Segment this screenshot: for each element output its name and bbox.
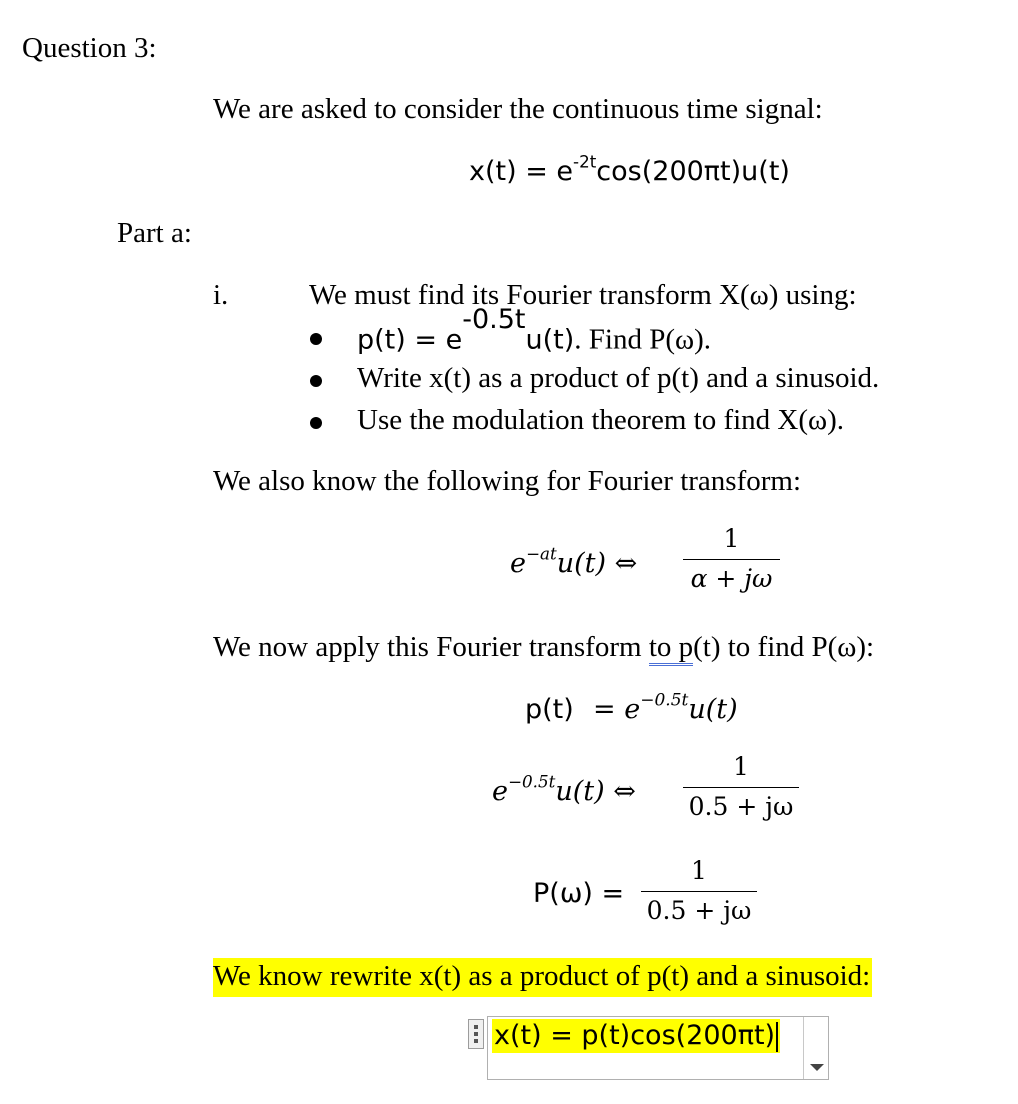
- signal-eq-rhs: cos(200πt)u(t): [596, 156, 790, 187]
- p-def-exponent: −0.5t: [640, 690, 689, 711]
- bullet-item-1: [357, 304, 711, 356]
- intro-text: We are asked to consider the continuous time signal:: [213, 93, 823, 125]
- signal-eq-exponent: -2t: [573, 151, 597, 172]
- P-result-fraction: [641, 856, 757, 925]
- bullet-marker: [310, 375, 322, 387]
- fraction-numerator: 1: [733, 752, 749, 781]
- pair-general-exponent: −at: [525, 543, 557, 564]
- fraction-bar: [683, 787, 799, 788]
- fraction-denominator: 0.5 + jω: [688, 792, 794, 821]
- P-result-lhs: P(ω) =: [533, 878, 625, 909]
- item-text: We must find its Fourier transform X(ω) using:: [309, 279, 857, 311]
- bullet-1-post: . Find P(ω).: [574, 323, 711, 356]
- chevron-down-icon: [810, 1064, 824, 1071]
- fraction-bar: [683, 559, 780, 560]
- bullet-1-pre: p(t) = e: [357, 324, 463, 356]
- fraction-denominator: 0.5 + jω: [646, 896, 752, 925]
- fourier-pair-specific-fraction: [683, 752, 799, 821]
- pair-specific-rest: u(t) ⇔: [555, 776, 636, 807]
- p-def-rest: u(t): [688, 694, 738, 725]
- fourier-pair-specific-lhs: [492, 771, 636, 807]
- apply-text: [213, 631, 874, 664]
- fraction-bar: [641, 891, 757, 892]
- known-text: We also know the following for Fourier transform:: [213, 465, 802, 497]
- bullet-marker: [310, 333, 322, 345]
- fraction-denominator: α + jω: [690, 564, 773, 593]
- part-label: Part a:: [117, 217, 192, 249]
- fourier-pair-general-fraction: [683, 524, 780, 593]
- p-definition: [525, 690, 738, 726]
- question-title: Question 3:: [22, 32, 157, 64]
- apply-text-pre: We now apply this Fourier transform: [213, 631, 649, 663]
- bullet-1-exponent: -0.5t: [462, 304, 526, 335]
- pair-general-rest: u(t) ⇔: [556, 548, 638, 579]
- equation-drag-handle[interactable]: [468, 1019, 484, 1049]
- rewrite-text: We know rewrite x(t) as a product of p(t) and a sinusoid:: [213, 958, 872, 997]
- apply-text-post: (t) to find P(ω):: [693, 631, 875, 663]
- bullet-marker: [310, 417, 322, 429]
- equation-editor[interactable]: [487, 1016, 829, 1080]
- item-number: i.: [213, 279, 229, 311]
- p-def-lhs: p(t): [525, 694, 574, 725]
- pair-specific-exponent: −0.5t: [507, 771, 556, 792]
- equation-content[interactable]: [492, 1019, 780, 1053]
- equation-options-dropdown[interactable]: [803, 1017, 828, 1079]
- pair-general-base: e: [510, 548, 526, 579]
- x-product-equation: x(t) = p(t)cos(200πt): [494, 1020, 776, 1051]
- bullet-item-2: Write x(t) as a product of p(t) and a sinusoid.: [357, 362, 880, 394]
- pair-specific-base: e: [492, 776, 508, 807]
- bullet-1-u: u(t): [525, 324, 575, 356]
- fourier-pair-general-lhs: [510, 543, 638, 579]
- fraction-numerator: 1: [691, 856, 707, 885]
- fraction-numerator: 1: [723, 524, 740, 553]
- bullet-item-3: Use the modulation theorem to find X(ω).: [357, 404, 845, 436]
- signal-equation: [469, 151, 790, 187]
- text-cursor: [776, 1022, 778, 1052]
- apply-text-marked: to p: [649, 631, 693, 666]
- p-def-eq: = e: [593, 694, 641, 725]
- signal-eq-lhs: x(t) = e: [469, 156, 574, 187]
